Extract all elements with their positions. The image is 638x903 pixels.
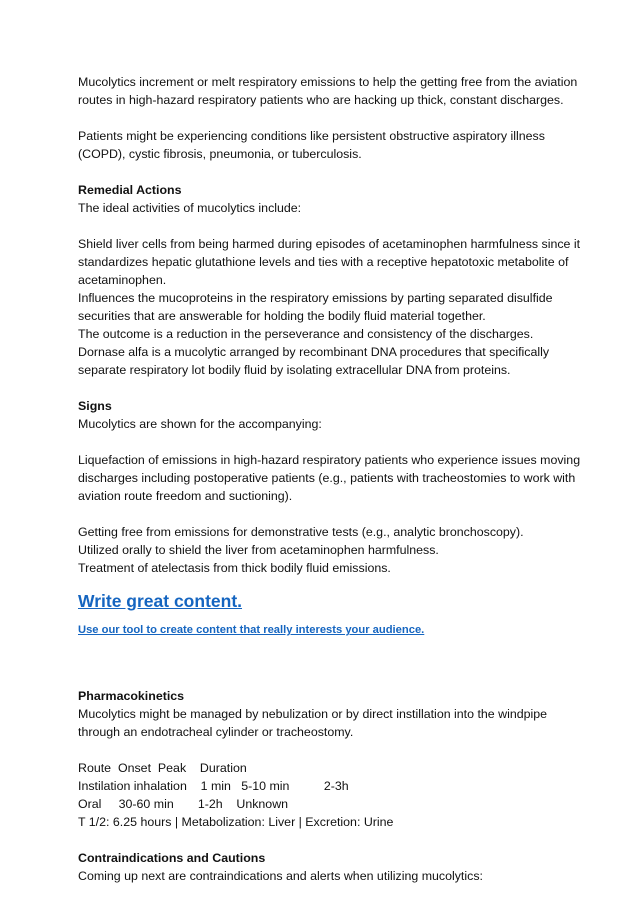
- text-line: separate respiratory lot bodily fluid by isolating extracellular DNA from proteins.: [78, 363, 511, 377]
- pharmacokinetics-heading: Pharmacokinetics: [78, 689, 185, 703]
- text-line: Getting free from emissions for demonstrative tests (e.g., analytic bronchoscopy).: [78, 525, 524, 539]
- remedial-list: [78, 235, 581, 379]
- contraindications-intro: Coming up next are contraindications and alerts when utilizing mucolytics:: [78, 869, 483, 883]
- signs-section: [78, 397, 568, 433]
- text-line: standardizes hepatic glutathione levels and ties with a receptive hepatotoxic metabolite of: [78, 255, 569, 269]
- remedial-section: [78, 181, 568, 217]
- document-page: [78, 73, 581, 903]
- table-row: Instilation inhalation 1 min 5-10 min 2-3h: [78, 779, 349, 793]
- conditions-paragraph: [78, 127, 568, 163]
- pharmacokinetics-section: [78, 687, 568, 741]
- text-line: acetaminophen.: [78, 273, 167, 287]
- contraindications-section: [78, 849, 568, 885]
- table-row: Oral 30-60 min 1-2h Unknown: [78, 797, 289, 811]
- text-line: routes in high-hazard respiratory patients who are hacking up thick, constant discharges.: [78, 93, 564, 107]
- text-line: Utilized orally to shield the liver from acetaminophen harmfulness.: [78, 543, 439, 557]
- signs-paragraph-1: [78, 451, 581, 505]
- text-line: aviation route freedom and suctioning).: [78, 489, 293, 503]
- text-line: discharges including postoperative patients (e.g., patients with tracheostomies to work with: [78, 471, 576, 485]
- text-line: Liquefaction of emissions in high-hazard respiratory patients who experience issues moving: [78, 453, 581, 467]
- text-line: Dornase alfa is a mucolytic arranged by recombinant DNA procedures that specifically: [78, 345, 550, 359]
- signs-intro: Mucolytics are shown for the accompanying:: [78, 417, 322, 431]
- promo-title-link[interactable]: Write great content.: [78, 591, 243, 611]
- text-line: Treatment of atelectasis from thick bodily fluid emissions.: [78, 561, 391, 575]
- contraindications-heading: Contraindications and Cautions: [78, 851, 266, 865]
- text-line: Shield liver cells from being harmed during episodes of acetaminophen harmfulness since it: [78, 237, 581, 251]
- text-line: securities that are answerable for holding the bodily fluid material together.: [78, 309, 486, 323]
- text-line: Mucolytics increment or melt respiratory emissions to help the getting free from the aviation: [78, 75, 578, 89]
- table-row: T 1/2: 6.25 hours | Metabolization: Liver | Excretion: Urine: [78, 815, 394, 829]
- text-line: through an endotracheal cylinder or tracheostomy.: [78, 725, 354, 739]
- intro-paragraph: [78, 73, 578, 109]
- text-line: Patients might be experiencing conditions like persistent obstructive aspiratory illness: [78, 129, 545, 143]
- text-line: Influences the mucoproteins in the respiratory emissions by parting separated disulfide: [78, 291, 553, 305]
- text-line: Mucolytics might be managed by nebulization or by direct instillation into the windpipe: [78, 707, 548, 721]
- table-row: Route Onset Peak Duration: [78, 761, 247, 775]
- signs-paragraph-2: [78, 523, 568, 577]
- signs-heading: Signs: [78, 399, 112, 413]
- remedial-heading: Remedial Actions: [78, 183, 182, 197]
- promo-subtitle-link[interactable]: Use our tool to create content that really interests your audience.: [78, 624, 425, 636]
- pharmacokinetics-table: [78, 759, 568, 831]
- remedial-intro: The ideal activities of mucolytics include:: [78, 201, 302, 215]
- text-line: (COPD), cystic fibrosis, pneumonia, or tuberculosis.: [78, 147, 362, 161]
- text-line: The outcome is a reduction in the perseverance and consistency of the discharges.: [78, 327, 534, 341]
